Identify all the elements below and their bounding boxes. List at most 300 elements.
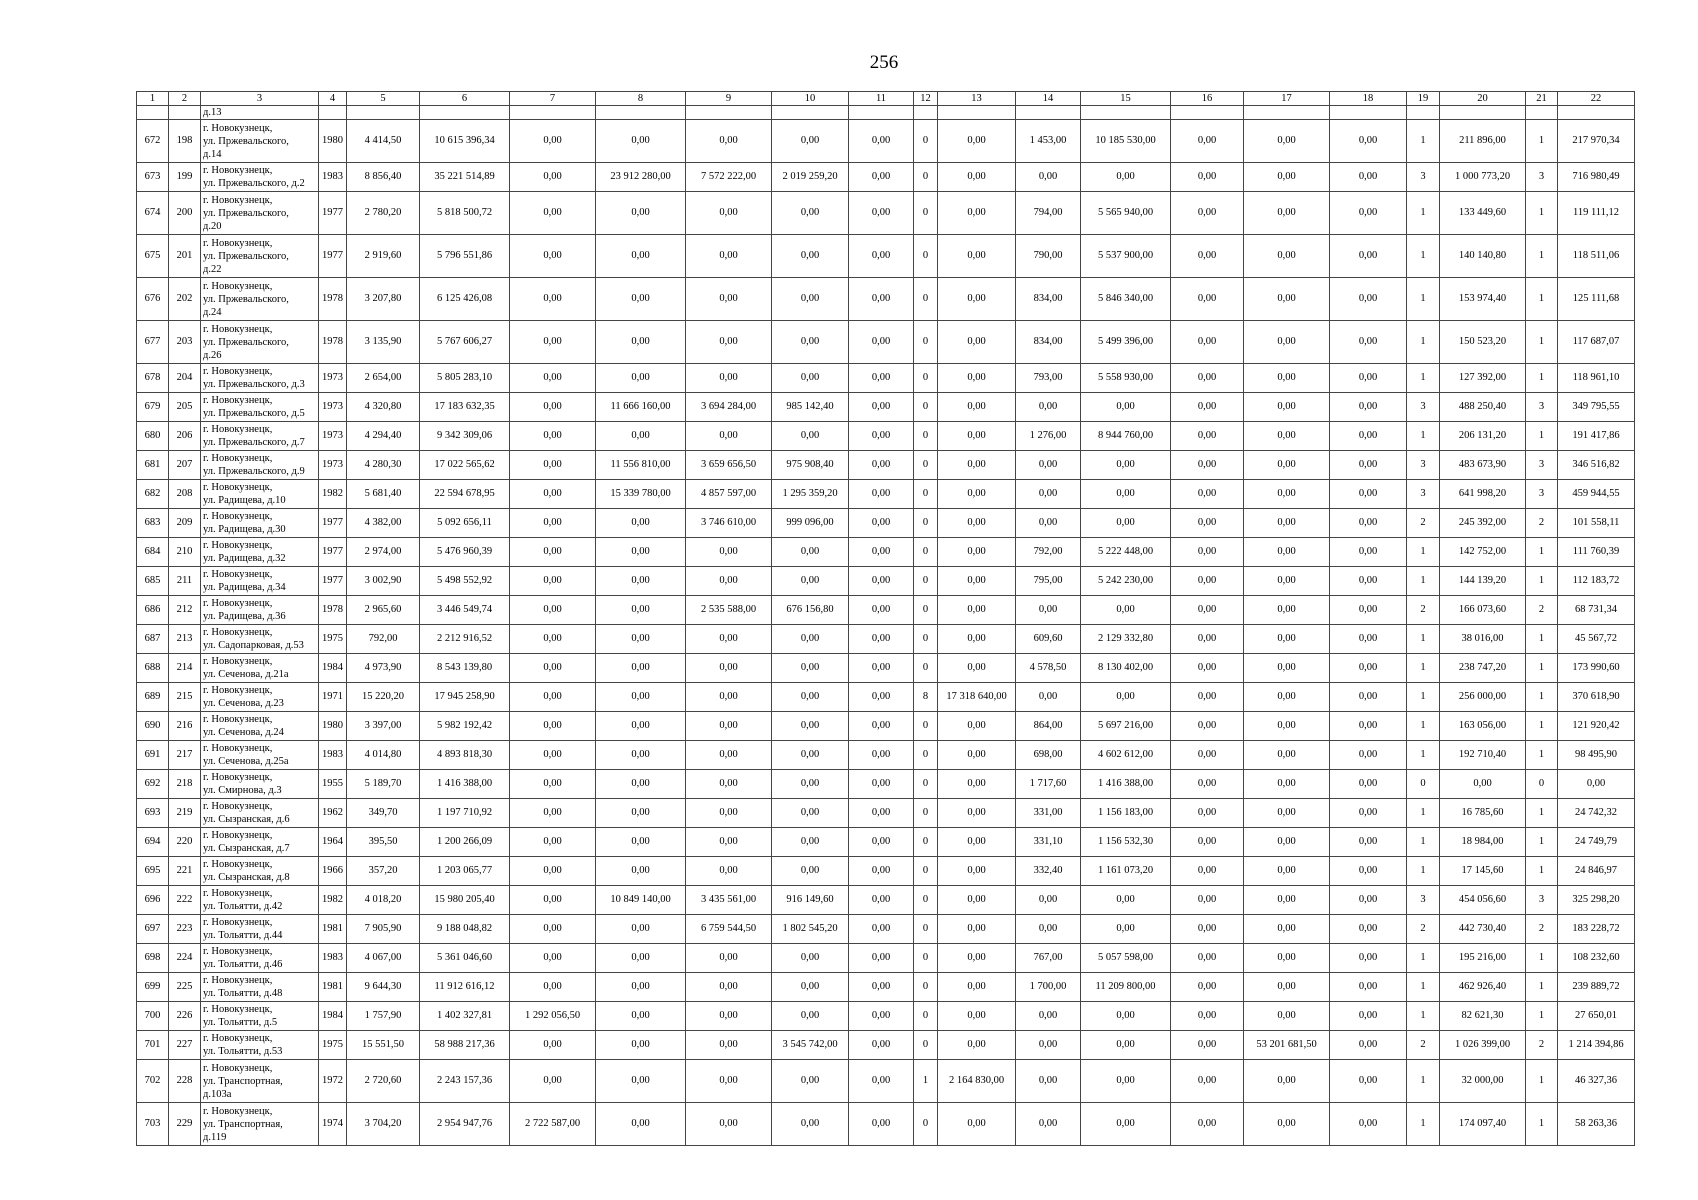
address-line: д.24 [203, 306, 222, 318]
value-cell: 0,00 [849, 422, 914, 451]
row-index: 677 [137, 321, 169, 364]
value-cell: 0,00 [1171, 741, 1244, 770]
value-cell: 716 980,49 [1558, 163, 1635, 192]
value-cell: 0,00 [1171, 770, 1244, 799]
total-cost: 2 954 947,76 [420, 1103, 510, 1146]
value-cell: 0,00 [849, 321, 914, 364]
value-cell: 0,00 [1244, 770, 1330, 799]
value-cell: 0,00 [596, 1103, 686, 1146]
value-cell: 0,00 [1330, 857, 1407, 886]
table-row [137, 1060, 1635, 1103]
address-line: ул. Пржевальского, д.5 [203, 408, 305, 419]
value-cell: 0,00 [1244, 1103, 1330, 1146]
value-cell: 0,00 [1081, 480, 1171, 509]
address-line: г. Новокузнецк, [203, 453, 273, 464]
value-cell: 0,00 [1016, 451, 1081, 480]
value-cell: 118 961,10 [1558, 364, 1635, 393]
value-cell: 1 292 056,50 [510, 1002, 596, 1031]
row-index: 687 [137, 625, 169, 654]
address-line: г. Новокузнецк, [203, 917, 273, 928]
value-cell: 0,00 [1440, 770, 1526, 799]
building-index: 229 [169, 1103, 201, 1146]
value-cell: 0,00 [849, 235, 914, 278]
value-cell: 0,00 [1081, 1060, 1171, 1103]
value-cell: 0,00 [510, 596, 596, 625]
address-line: ул. Радищева, д.34 [203, 582, 286, 593]
value-cell: 346 516,82 [1558, 451, 1635, 480]
value-cell: 0,00 [938, 278, 1016, 321]
value-cell: 0 [914, 770, 938, 799]
value-cell: 0,00 [596, 944, 686, 973]
row-index: 679 [137, 393, 169, 422]
value-cell: 0,00 [596, 857, 686, 886]
building-index: 216 [169, 712, 201, 741]
address-line: ул. Пржевальского, [203, 336, 289, 348]
value-cell: 641 998,20 [1440, 480, 1526, 509]
table-row [137, 770, 1635, 799]
value-cell: 0,00 [1330, 509, 1407, 538]
address-line: г. Новокузнецк, [203, 1004, 273, 1015]
value-cell: 256 000,00 [1440, 683, 1526, 712]
value-cell: 112 183,72 [1558, 567, 1635, 596]
value-cell: 0,00 [849, 567, 914, 596]
table-row [137, 1103, 1635, 1146]
value-cell: 0,00 [1171, 321, 1244, 364]
table-row [137, 538, 1635, 567]
column-number-header: 13 [938, 92, 1016, 106]
value-cell: 0 [914, 625, 938, 654]
total-cost: 10 615 396,34 [420, 120, 510, 163]
value-cell: 0,00 [1330, 278, 1407, 321]
value-cell: 1 [1526, 364, 1558, 393]
value-cell: 0,00 [596, 278, 686, 321]
address-cell [201, 1002, 319, 1031]
area-value: 4 382,00 [347, 509, 420, 538]
value-cell: 0,00 [510, 509, 596, 538]
value-cell: 1 [1526, 828, 1558, 857]
value-cell: 5 558 930,00 [1081, 364, 1171, 393]
address-line: г. Новокузнецк, [203, 540, 273, 551]
address-line: ул. Пржевальского, [203, 293, 289, 305]
value-cell: 0,00 [1171, 973, 1244, 1002]
value-cell: 0 [914, 712, 938, 741]
value-cell: 0,00 [1171, 480, 1244, 509]
value-cell: 0,00 [510, 538, 596, 567]
address-cell [201, 422, 319, 451]
building-index: 209 [169, 509, 201, 538]
cell [596, 106, 686, 120]
year-built: 1977 [319, 538, 347, 567]
value-cell: 454 056,60 [1440, 886, 1526, 915]
value-cell: 0 [914, 120, 938, 163]
value-cell: 0,00 [510, 278, 596, 321]
value-cell: 0,00 [510, 1031, 596, 1060]
value-cell: 0,00 [849, 654, 914, 683]
value-cell: 0,00 [1330, 1031, 1407, 1060]
value-cell: 0 [914, 1002, 938, 1031]
value-cell: 0,00 [1016, 1002, 1081, 1031]
value-cell: 0,00 [1081, 1031, 1171, 1060]
value-cell: 609,60 [1016, 625, 1081, 654]
value-cell: 0,00 [772, 538, 849, 567]
value-cell: 245 392,00 [1440, 509, 1526, 538]
column-number-header-row [137, 92, 1635, 106]
area-value: 3 704,20 [347, 1103, 420, 1146]
value-cell: 0,00 [1016, 915, 1081, 944]
address-line: ул. Тольятти, д.53 [203, 1046, 283, 1057]
address-line: ул. Радищева, д.30 [203, 524, 286, 535]
address-line: ул. Садопарковая, д.53 [203, 640, 304, 651]
address-line: ул. Пржевальского, [203, 207, 289, 219]
table-row [137, 828, 1635, 857]
value-cell: 0,00 [686, 654, 772, 683]
value-cell: 0,00 [1016, 509, 1081, 538]
value-cell: 0,00 [686, 364, 772, 393]
value-cell: 916 149,60 [772, 886, 849, 915]
value-cell: 0,00 [938, 857, 1016, 886]
value-cell: 1 [1407, 235, 1440, 278]
value-cell: 0 [914, 567, 938, 596]
address-line: г. Новокузнецк, [203, 888, 273, 899]
value-cell: 325 298,20 [1558, 886, 1635, 915]
value-cell: 3 694 284,00 [686, 393, 772, 422]
year-built: 1980 [319, 712, 347, 741]
value-cell: 0,00 [938, 120, 1016, 163]
value-cell: 0,00 [1330, 770, 1407, 799]
table-row [137, 973, 1635, 1002]
value-cell: 0,00 [938, 741, 1016, 770]
value-cell: 4 602 612,00 [1081, 741, 1171, 770]
year-built: 1977 [319, 509, 347, 538]
address-line: ул. Сызранская, д.6 [203, 814, 290, 825]
value-cell: 2 [1407, 596, 1440, 625]
value-cell: 3 [1526, 163, 1558, 192]
value-cell: 1 [1407, 364, 1440, 393]
address-line: ул. Сеченова, д.24 [203, 727, 284, 738]
area-value: 4 280,30 [347, 451, 420, 480]
value-cell: 0,00 [1244, 857, 1330, 886]
value-cell: 173 990,60 [1558, 654, 1635, 683]
value-cell: 795,00 [1016, 567, 1081, 596]
value-cell: 2 164 830,00 [938, 1060, 1016, 1103]
value-cell: 125 111,68 [1558, 278, 1635, 321]
cell [1016, 106, 1081, 120]
value-cell: 0,00 [1016, 1103, 1081, 1146]
value-cell: 0,00 [1244, 1002, 1330, 1031]
value-cell: 0,00 [938, 828, 1016, 857]
value-cell: 0,00 [1016, 393, 1081, 422]
value-cell: 1 [1526, 538, 1558, 567]
year-built: 1984 [319, 654, 347, 683]
column-number-header: 1 [137, 92, 169, 106]
value-cell: 0,00 [938, 625, 1016, 654]
value-cell: 0,00 [686, 770, 772, 799]
value-cell: 698,00 [1016, 741, 1081, 770]
value-cell: 108 232,60 [1558, 944, 1635, 973]
value-cell: 0,00 [1171, 364, 1244, 393]
area-value: 4 018,20 [347, 886, 420, 915]
row-index: 674 [137, 192, 169, 235]
total-cost: 1 203 065,77 [420, 857, 510, 886]
table-row [137, 596, 1635, 625]
year-built: 1978 [319, 321, 347, 364]
value-cell: 488 250,40 [1440, 393, 1526, 422]
total-cost: 8 543 139,80 [420, 654, 510, 683]
area-value: 1 757,90 [347, 1002, 420, 1031]
value-cell: 0 [914, 509, 938, 538]
value-cell: 0,00 [1244, 973, 1330, 1002]
area-value: 8 856,40 [347, 163, 420, 192]
value-cell: 0,00 [849, 712, 914, 741]
value-cell: 0,00 [938, 393, 1016, 422]
value-cell: 0,00 [1016, 596, 1081, 625]
address-cell [201, 973, 319, 1002]
table-row [137, 712, 1635, 741]
value-cell: 0,00 [686, 625, 772, 654]
value-cell: 0,00 [849, 393, 914, 422]
address-line: д.22 [203, 263, 222, 275]
value-cell: 0,00 [772, 654, 849, 683]
value-cell: 3 [1407, 886, 1440, 915]
value-cell: 1 [1407, 120, 1440, 163]
value-cell: 0,00 [510, 857, 596, 886]
address-line: г. Новокузнецк, [203, 685, 273, 696]
address-line: г. Новокузнецк, [203, 323, 273, 335]
value-cell: 0,00 [596, 567, 686, 596]
cell [1171, 106, 1244, 120]
value-cell: 174 097,40 [1440, 1103, 1526, 1146]
cell [1407, 106, 1440, 120]
value-cell: 0,00 [1244, 509, 1330, 538]
year-built: 1973 [319, 451, 347, 480]
cell [1440, 106, 1526, 120]
housing-register-table [136, 91, 1635, 1146]
column-number-header: 14 [1016, 92, 1081, 106]
value-cell: 2 722 587,00 [510, 1103, 596, 1146]
address-line: ул. Транспортная, [203, 1075, 283, 1087]
value-cell: 111 760,39 [1558, 538, 1635, 567]
address-cell [201, 828, 319, 857]
value-cell: 0 [914, 799, 938, 828]
value-cell: 5 846 340,00 [1081, 278, 1171, 321]
row-index: 697 [137, 915, 169, 944]
value-cell: 1 [1526, 1103, 1558, 1146]
address-line: ул. Транспортная, [203, 1118, 283, 1130]
value-cell: 0,00 [1330, 944, 1407, 973]
value-cell: 0,00 [1244, 625, 1330, 654]
value-cell: 0,00 [686, 567, 772, 596]
area-value: 9 644,30 [347, 973, 420, 1002]
value-cell: 1 416 388,00 [1081, 770, 1171, 799]
continuation-row [137, 106, 1635, 120]
value-cell: 483 673,90 [1440, 451, 1526, 480]
address-line: ул. Сеченова, д.23 [203, 698, 284, 709]
address-cell [201, 1031, 319, 1060]
value-cell: 0 [914, 422, 938, 451]
value-cell: 144 139,20 [1440, 567, 1526, 596]
total-cost: 1 197 710,92 [420, 799, 510, 828]
address-line: ул. Сеченова, д.21а [203, 669, 289, 680]
value-cell: 1 [1407, 973, 1440, 1002]
address-line: ул. Пржевальского, д.7 [203, 437, 305, 448]
value-cell: 0,00 [849, 741, 914, 770]
value-cell: 140 140,80 [1440, 235, 1526, 278]
table-row [137, 422, 1635, 451]
value-cell: 0,00 [1016, 163, 1081, 192]
value-cell: 1 [1407, 654, 1440, 683]
address-cell [201, 567, 319, 596]
area-value: 4 414,50 [347, 120, 420, 163]
value-cell: 183 228,72 [1558, 915, 1635, 944]
value-cell: 0,00 [1081, 451, 1171, 480]
value-cell: 10 185 530,00 [1081, 120, 1171, 163]
value-cell: 0,00 [1171, 235, 1244, 278]
value-cell: 0,00 [1171, 1060, 1244, 1103]
building-index: 199 [169, 163, 201, 192]
table-row [137, 278, 1635, 321]
address-cell [201, 278, 319, 321]
value-cell: 459 944,55 [1558, 480, 1635, 509]
value-cell: 0,00 [596, 364, 686, 393]
area-value: 3 207,80 [347, 278, 420, 321]
row-index: 676 [137, 278, 169, 321]
value-cell: 0,00 [596, 915, 686, 944]
table-row [137, 741, 1635, 770]
value-cell: 1 [1526, 973, 1558, 1002]
cell [1081, 106, 1171, 120]
year-built: 1964 [319, 828, 347, 857]
value-cell: 0,00 [596, 538, 686, 567]
address-line: ул. Тольятти, д.5 [203, 1017, 278, 1028]
address-line: ул. Пржевальского, [203, 250, 289, 262]
value-cell: 1 [1526, 683, 1558, 712]
value-cell: 0,00 [510, 567, 596, 596]
value-cell: 0,00 [1016, 886, 1081, 915]
value-cell: 794,00 [1016, 192, 1081, 235]
value-cell: 0,00 [686, 120, 772, 163]
value-cell: 0,00 [938, 799, 1016, 828]
value-cell: 24 846,97 [1558, 857, 1635, 886]
table-row [137, 451, 1635, 480]
value-cell: 1 [1407, 799, 1440, 828]
address-line: г. Новокузнецк, [203, 165, 273, 176]
value-cell: 0,00 [1330, 1060, 1407, 1103]
area-value: 792,00 [347, 625, 420, 654]
address-cell [201, 915, 319, 944]
value-cell: 0,00 [1171, 799, 1244, 828]
table-row [137, 364, 1635, 393]
year-built: 1974 [319, 1103, 347, 1146]
area-value: 4 320,80 [347, 393, 420, 422]
value-cell: 17 318 640,00 [938, 683, 1016, 712]
value-cell: 0,00 [938, 770, 1016, 799]
value-cell: 0 [914, 1031, 938, 1060]
table-row [137, 857, 1635, 886]
value-cell: 6 759 544,50 [686, 915, 772, 944]
year-built: 1966 [319, 857, 347, 886]
value-cell: 8 [914, 683, 938, 712]
address-cell [201, 321, 319, 364]
row-index: 696 [137, 886, 169, 915]
value-cell: 0,00 [686, 683, 772, 712]
cell [686, 106, 772, 120]
value-cell: 0,00 [1330, 567, 1407, 596]
value-cell: 1 156 532,30 [1081, 828, 1171, 857]
value-cell: 0,00 [772, 1103, 849, 1146]
value-cell: 0,00 [1171, 683, 1244, 712]
year-built: 1981 [319, 915, 347, 944]
address-line: г. Новокузнецк, [203, 366, 273, 377]
value-cell: 0,00 [1330, 799, 1407, 828]
row-index: 702 [137, 1060, 169, 1103]
value-cell: 0,00 [849, 1103, 914, 1146]
value-cell: 1 [1526, 235, 1558, 278]
value-cell: 5 499 396,00 [1081, 321, 1171, 364]
value-cell: 3 [1526, 886, 1558, 915]
value-cell: 975 908,40 [772, 451, 849, 480]
value-cell: 0,00 [596, 235, 686, 278]
value-cell: 0,00 [510, 625, 596, 654]
value-cell: 0,00 [1171, 163, 1244, 192]
value-cell: 1 700,00 [1016, 973, 1081, 1002]
row-index: 688 [137, 654, 169, 683]
value-cell: 1 [1526, 741, 1558, 770]
value-cell: 0,00 [596, 1031, 686, 1060]
value-cell: 0,00 [849, 683, 914, 712]
value-cell: 0,00 [686, 1031, 772, 1060]
value-cell: 8 944 760,00 [1081, 422, 1171, 451]
value-cell: 1 [1407, 192, 1440, 235]
cell [319, 106, 347, 120]
building-index: 225 [169, 973, 201, 1002]
value-cell: 0,00 [1244, 596, 1330, 625]
value-cell: 0,00 [1558, 770, 1635, 799]
value-cell: 0,00 [938, 509, 1016, 538]
value-cell: 16 785,60 [1440, 799, 1526, 828]
area-value: 4 294,40 [347, 422, 420, 451]
value-cell: 0,00 [510, 828, 596, 857]
value-cell: 2 129 332,80 [1081, 625, 1171, 654]
value-cell: 0,00 [849, 1031, 914, 1060]
value-cell: 0,00 [938, 451, 1016, 480]
value-cell: 0,00 [510, 770, 596, 799]
value-cell: 0,00 [849, 364, 914, 393]
value-cell: 3 [1407, 163, 1440, 192]
building-index: 207 [169, 451, 201, 480]
value-cell: 0 [1407, 770, 1440, 799]
value-cell: 163 056,00 [1440, 712, 1526, 741]
total-cost: 11 912 616,12 [420, 973, 510, 1002]
value-cell: 0,00 [1330, 120, 1407, 163]
column-number-header: 7 [510, 92, 596, 106]
value-cell: 0,00 [596, 120, 686, 163]
value-cell: 0,00 [938, 1103, 1016, 1146]
row-index: 686 [137, 596, 169, 625]
value-cell: 1 [1526, 278, 1558, 321]
value-cell: 32 000,00 [1440, 1060, 1526, 1103]
address-line: г. Новокузнецк, [203, 1062, 273, 1074]
column-number-header: 10 [772, 92, 849, 106]
value-cell: 24 749,79 [1558, 828, 1635, 857]
year-built: 1975 [319, 1031, 347, 1060]
value-cell: 1 [1407, 538, 1440, 567]
value-cell: 0 [914, 235, 938, 278]
value-cell: 0,00 [849, 120, 914, 163]
value-cell: 0,00 [510, 480, 596, 509]
value-cell: 1 [1407, 944, 1440, 973]
value-cell: 1 802 545,20 [772, 915, 849, 944]
value-cell: 0,00 [938, 163, 1016, 192]
